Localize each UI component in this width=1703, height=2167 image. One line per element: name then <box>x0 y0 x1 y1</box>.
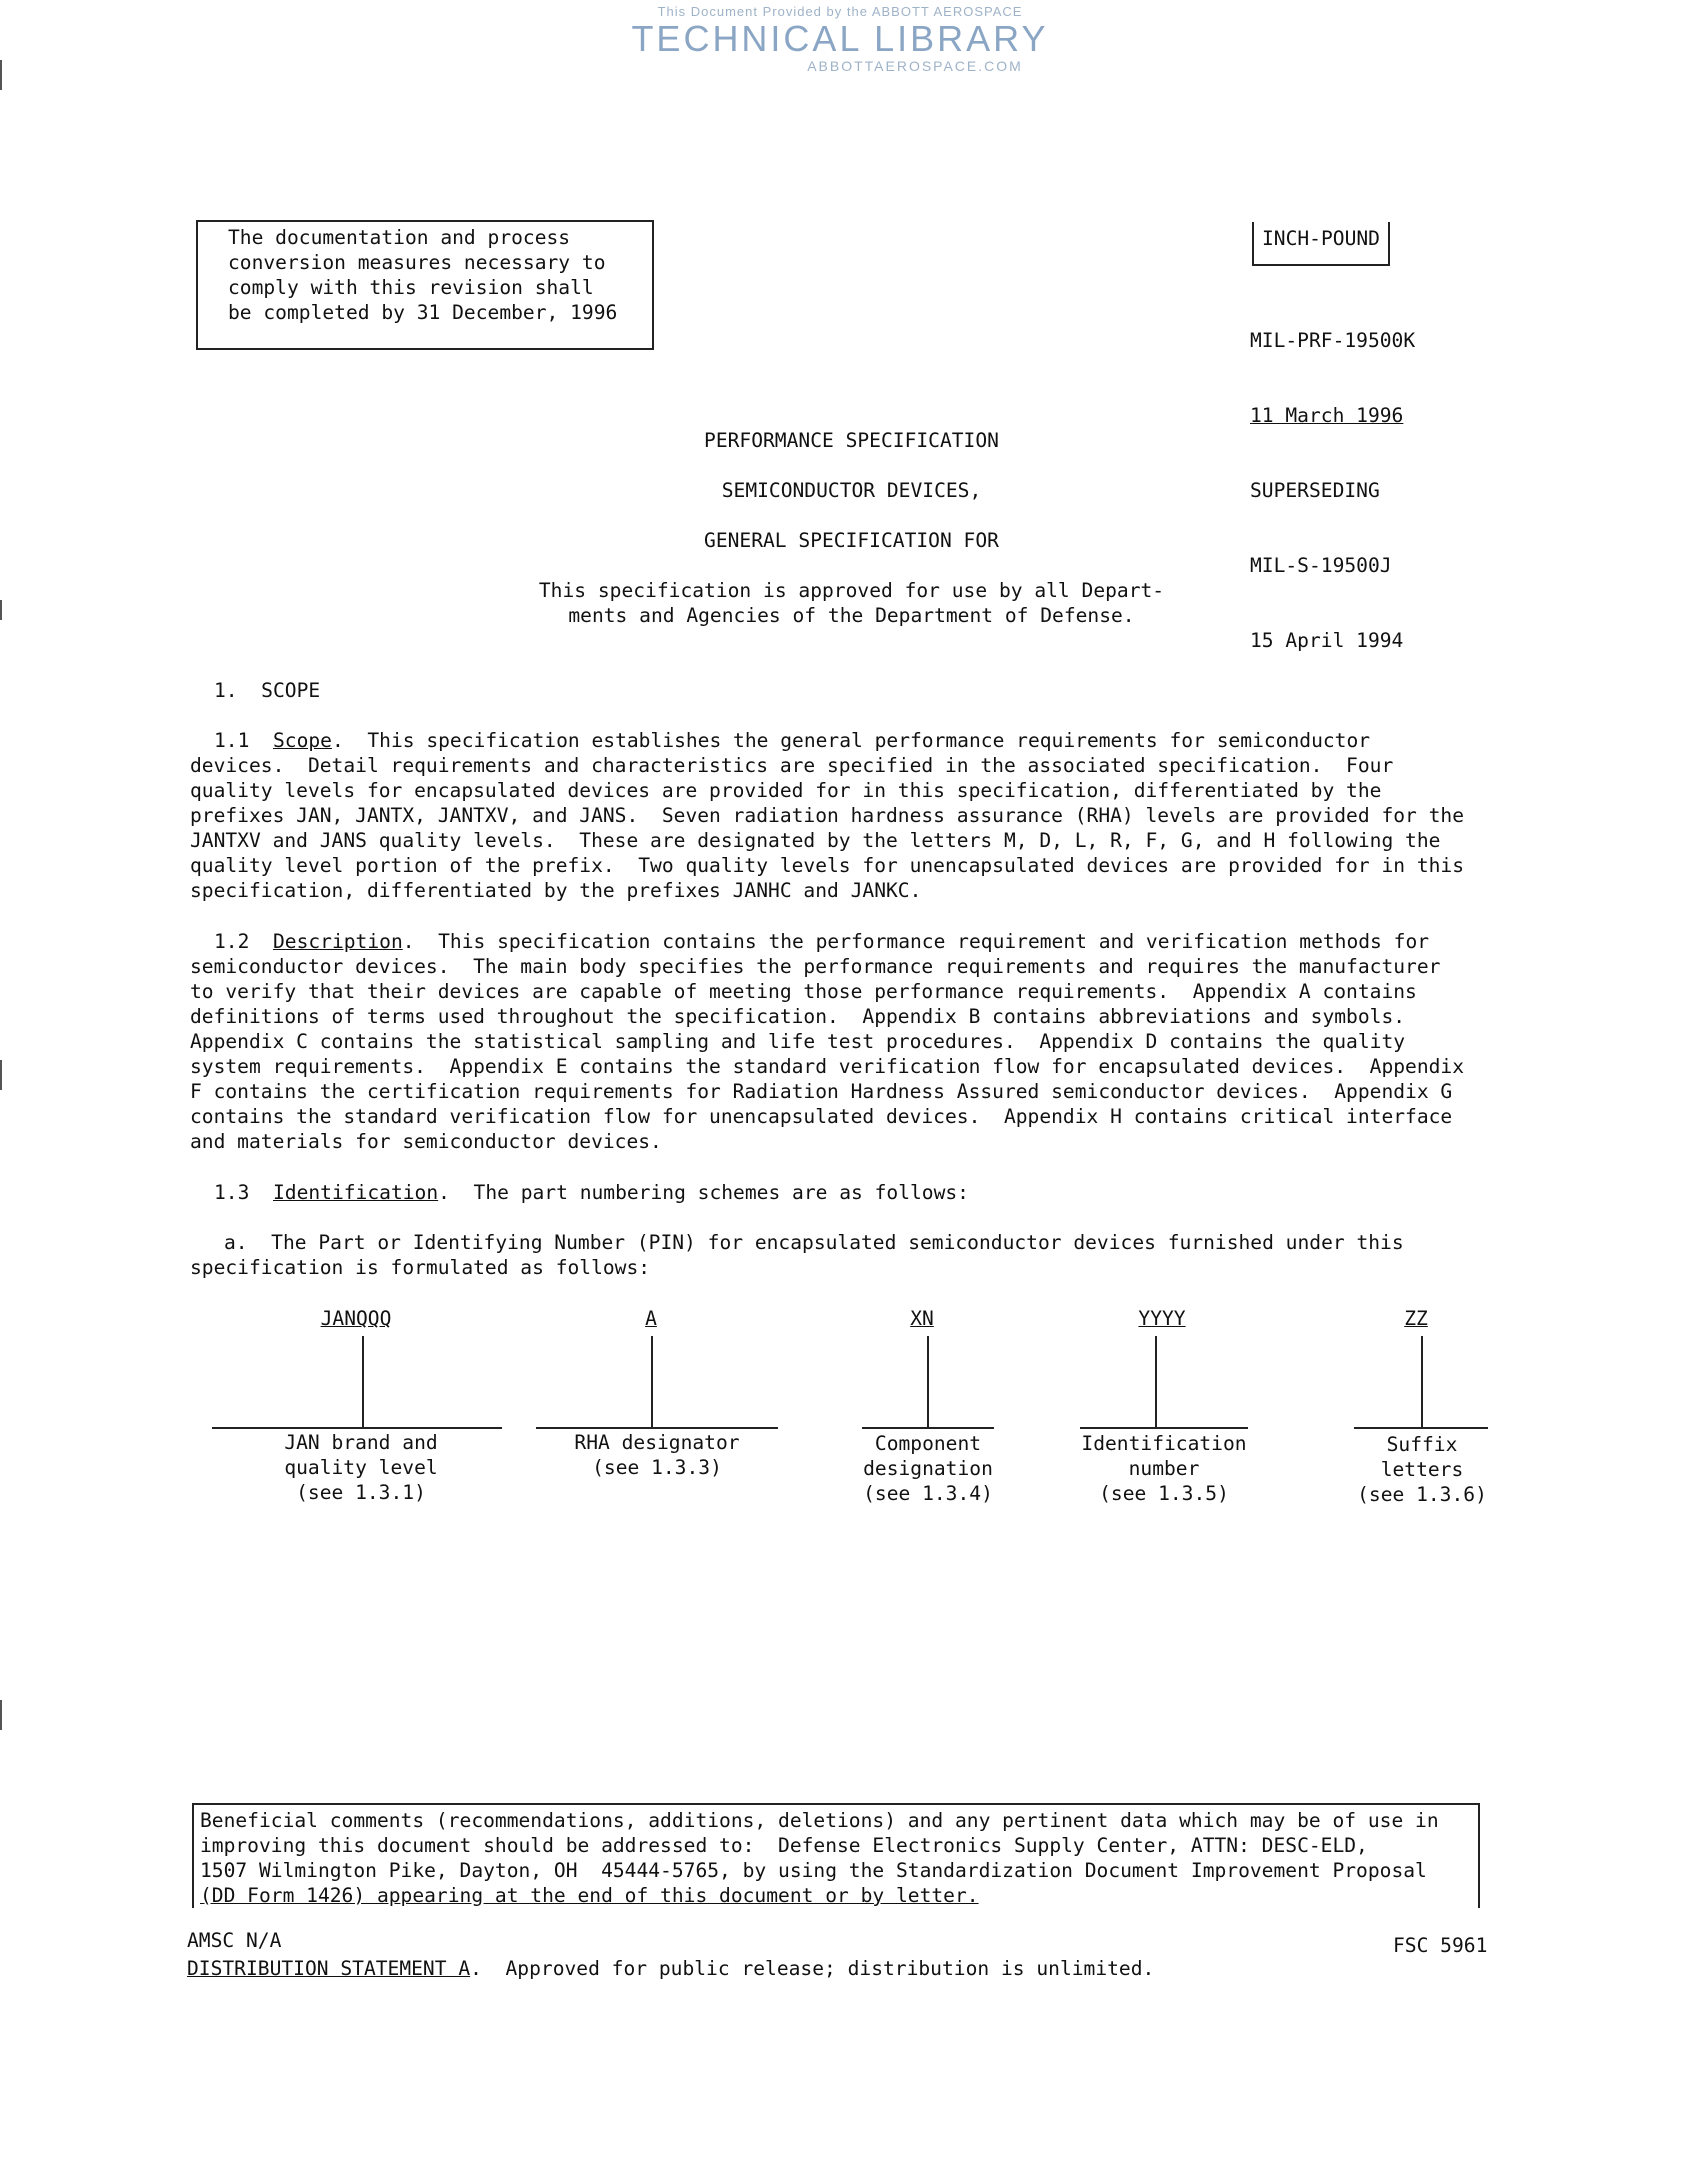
pin-code: ZZ <box>1404 1307 1428 1330</box>
approval-line-2: ments and Agencies of the Department of Defense. <box>568 604 1135 627</box>
pin-code: JANQQQ <box>320 1307 392 1330</box>
pin-code: XN <box>910 1307 934 1330</box>
paragraph-1-3-a <box>190 1230 1520 1280</box>
title-semiconductor-devices: SEMICONDUCTOR DEVICES, <box>721 479 982 502</box>
pin-label: JAN brand and quality level (see 1.3.1) <box>284 1431 438 1504</box>
paragraph-1-2 <box>190 929 1520 1154</box>
pin-base-line <box>1080 1427 1248 1429</box>
inch-pound-label: INCH-POUND <box>1262 227 1380 250</box>
pin-connector-line <box>651 1336 653 1428</box>
document-date: 11 March 1996 <box>1250 404 1404 427</box>
amsc-label: AMSC N/A <box>187 1929 282 1952</box>
revision-notice-text: The documentation and process conversion measures necessary to comply with this revision shall be completed by 31 December, 1996 <box>228 226 618 324</box>
comments-last-line: (DD Form 1426) appearing at the end of this document or by letter. <box>200 1884 979 1907</box>
paragraph-text: a. The Part or Identifying Number (PIN) for encapsulated semiconductor devices furnished under this specification is formulated as follows: <box>190 1231 1404 1279</box>
scan-edge-mark <box>0 60 2 90</box>
paragraph-1-1 <box>190 728 1520 903</box>
distribution-statement <box>187 1956 1154 1981</box>
scan-edge-mark <box>0 1060 2 1090</box>
approval-line-1: This specification is approved for use by all Depart- <box>538 579 1165 602</box>
distribution-label: DISTRIBUTION STATEMENT A <box>187 1957 471 1980</box>
pin-base-line <box>212 1427 502 1429</box>
pin-base-line <box>862 1427 994 1429</box>
fsc-label: FSC 5961 <box>1393 1934 1488 1957</box>
paragraph-number: 1.1 <box>214 729 250 752</box>
pin-code: A <box>645 1307 657 1330</box>
superseded-date: 15 April 1994 <box>1250 629 1404 652</box>
paragraph-text: . This specification establishes the general performance requirements for semiconductor <box>331 729 1371 752</box>
comments-text <box>200 1808 1439 1908</box>
pin-connector-line <box>362 1336 364 1428</box>
pin-connector-line <box>1421 1336 1423 1428</box>
title-performance-spec: PERFORMANCE SPECIFICATION <box>704 429 999 452</box>
paragraph-title: Identification <box>272 1181 439 1204</box>
paragraph-text: devices. Detail requirements and characteristics are specified in the associated specification. Four quality levels for encapsulated devices are provided for in this specification, differentiated by the prefixes JAN, JANTX, JANTXV, and JANS. Seven radiation hardness assurance (RHA) levels are provided for the JANTXV and JANS quality levels. These are designated by the letters M, D, L, R, F, G, and H following the quality level portion of the prefix. Two quality levels for unencapsulated devices are provided for in this specification, differentiated by the prefixes JANHC and JANKC. <box>190 754 1465 902</box>
comments-body: Beneficial comments (recommendations, additions, deletions) and any pertinent data which may be of use in improving this document should be addressed to: Defense Electronics Supply Center, ATTN: DESC-ELD, 1507 Wilmington Pike, Dayton, OH 45444-5765, by using the Standardization Document Improvement Proposal <box>200 1809 1439 1882</box>
pin-connector-line <box>1155 1336 1157 1428</box>
watermark-site: ABBOTTAEROSPACE.COM <box>807 58 1023 74</box>
distribution-text: . Approved for public release; distribution is unlimited. <box>470 1957 1155 1980</box>
title-general-spec: GENERAL SPECIFICATION FOR <box>704 529 999 552</box>
paragraph-number: 1.2 <box>214 930 250 953</box>
document-number: MIL-PRF-19500K <box>1250 329 1416 352</box>
paragraph-title: Scope <box>272 729 332 752</box>
pin-connector-line <box>927 1336 929 1428</box>
pin-base-line <box>536 1427 778 1429</box>
paragraph-title: Description <box>272 930 403 953</box>
paragraph-number: 1.3 <box>214 1181 250 1204</box>
watermark-title: TECHNICAL LIBRARY <box>631 18 1049 59</box>
section-heading-scope: 1. SCOPE <box>214 679 321 702</box>
pin-label: Suffix letters (see 1.3.6) <box>1357 1433 1487 1506</box>
pin-code: YYYY <box>1138 1307 1186 1330</box>
pin-label: Component designation (see 1.3.4) <box>863 1432 993 1505</box>
paragraph-text: semiconductor devices. The main body specifies the performance requirements and requires the manufacturer to verify that their devices are capable of meeting those performance requirements. Appendix A contains definitions of terms used throughout the specification. Appendix B contains abbreviations and symbols. Appendix C contains the statistical sampling and life test procedures. Appendix D contains the quality system requirements. Appendix E contains the standard verification flow for encapsulated devices. Appendix F contains the certification requirements for Radiation Hardness Assured semiconductor devices. Appendix G contains the standard verification flow for unencapsulated devices. Appendix H contains critical interface and materials for semiconductor devices. <box>190 955 1465 1153</box>
paragraph-text: . This specification contains the performance requirement and verification methods for <box>402 930 1430 953</box>
paragraph-text: . The part numbering schemes are as follows: <box>438 1181 969 1204</box>
superseding-label: SUPERSEDING <box>1250 479 1380 502</box>
pin-base-line <box>1354 1427 1488 1429</box>
scan-edge-mark <box>0 1700 2 1730</box>
pin-label: Identification number (see 1.3.5) <box>1081 1432 1247 1505</box>
pin-label: RHA designator (see 1.3.3) <box>574 1431 740 1479</box>
watermark-top-line: This Document Provided by the ABBOTT AEROSPACE <box>657 4 1023 19</box>
watermark-header <box>560 4 1120 74</box>
paragraph-1-3 <box>190 1180 1520 1205</box>
superseded-number: MIL-S-19500J <box>1250 554 1392 577</box>
